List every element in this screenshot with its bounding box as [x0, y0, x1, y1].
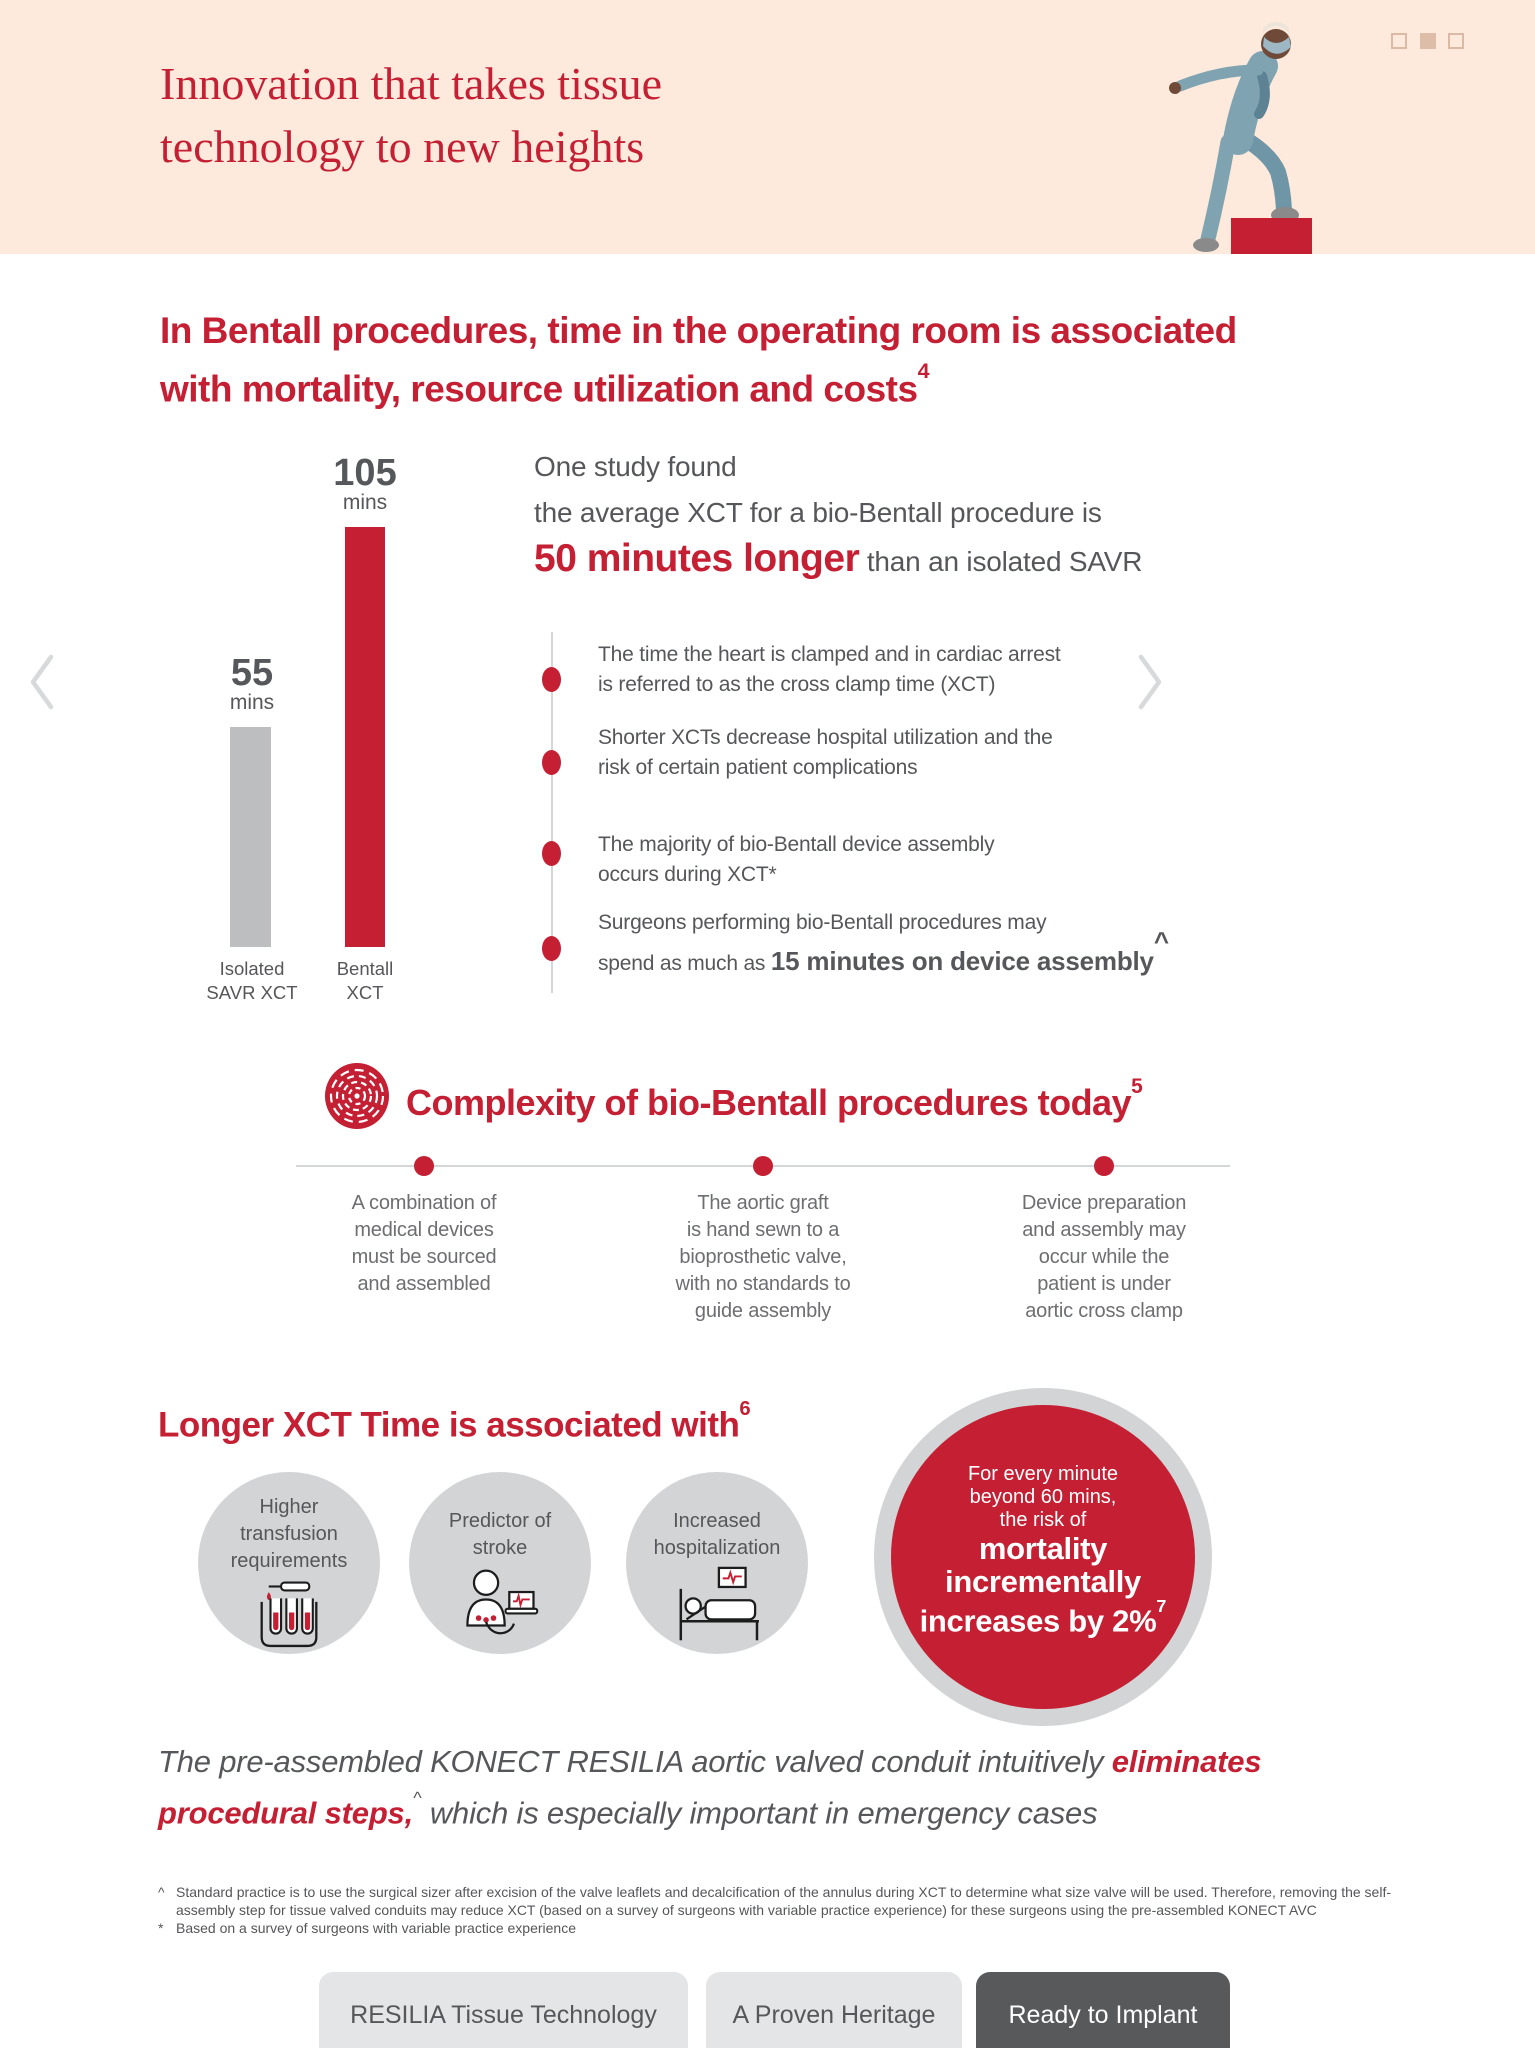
tab-label: A Proven Heritage	[732, 2000, 936, 2029]
bullet-item-3: The majority of bio-Bentall device assembly occurs during XCT*	[598, 833, 995, 886]
page-indicator-square-1[interactable]	[1391, 33, 1407, 49]
mortality-risk-circle: For every minute beyond 60 mins, the risk of mortality incrementally increases by 2%$^7$	[874, 1388, 1212, 1726]
red-step-block	[1231, 218, 1312, 254]
bullet-item-4: Surgeons performing bio-Bentall procedures may spend as much as 15 minutes on device assembly^	[598, 911, 1169, 976]
complexity-heading: Complexity of bio-Bentall procedures today$^5$	[406, 1074, 1143, 1123]
page-title-line2: technology to new heights	[160, 121, 645, 172]
section-heading-line2: with mortality, resource utilization and costs$^4$	[160, 359, 930, 410]
study-line1: One study found	[534, 451, 737, 482]
timeline-dot-1	[414, 1156, 434, 1176]
carousel-prev-button[interactable]	[24, 650, 60, 714]
study-line2: the average XCT for a bio-Bentall procedure is	[534, 497, 1102, 528]
bullet-dot-2	[542, 750, 561, 775]
bar-label-savr: Isolated SAVR XCT	[206, 958, 298, 1003]
bullet-item-2: Shorter XCTs decrease hospital utilization and the risk of certain patient complications	[598, 726, 1053, 779]
konect-statement: The pre-assembled KONECT RESILIA aortic valved conduit intuitively eliminates procedural steps,^ which is especially important in emergency cases	[158, 1744, 1262, 1831]
complexity-item-3: Device preparation and assembly may occur while the patient is under aortic cross clamp	[1021, 1192, 1187, 1322]
footnote-asterisk: * Based on a survey of surgeons with variable practice experience	[158, 1920, 576, 1936]
study-finding	[534, 444, 1142, 585]
bar-bentall	[345, 527, 385, 947]
complexity-item-1: A combination of medical devices must be sourced and assembled	[351, 1192, 497, 1295]
transfusion-icon	[249, 1579, 329, 1653]
bar-isolated-savr	[230, 727, 271, 947]
carousel-next-button[interactable]	[1132, 650, 1168, 714]
bar-value-bentall: 105 mins	[333, 452, 397, 514]
bullet-item-1: The time the heart is clamped and in cardiac arrest is referred to as the cross clamp time (XCT)	[598, 643, 1061, 696]
xct-heading: Longer XCT Time is associated with$^6$	[158, 1397, 751, 1445]
section-heading-line1: In Bentall procedures, time in the operating room is associated	[160, 310, 1237, 351]
tab-label: RESILIA Tissue Technology	[350, 2000, 657, 2029]
page-title-line1: Innovation that takes tissue	[160, 58, 663, 109]
tab-ready-to-implant[interactable]	[976, 1972, 1230, 2048]
bullet-dot-1	[542, 667, 561, 692]
timeline-dot-2	[753, 1156, 773, 1176]
tab-proven-heritage[interactable]	[706, 1972, 962, 2048]
factor-hospitalization: Increased hospitalization	[626, 1472, 808, 1654]
bullet-dot-3	[542, 841, 561, 866]
stroke-icon	[454, 1566, 546, 1646]
bar-value-savr: 55 mins	[229, 652, 275, 714]
section-heading-bentall	[160, 306, 1237, 414]
tab-label: Ready to Implant	[1008, 2000, 1198, 2029]
complexity-item-2: The aortic graft is hand sewn to a bioprosthetic valve, with no standards to guide assembly	[675, 1192, 851, 1322]
page-indicator-square-2[interactable]	[1420, 33, 1436, 49]
hospitalization-icon	[669, 1566, 765, 1646]
page-title	[160, 52, 662, 178]
bullet-dot-4	[542, 936, 561, 961]
footnote-caret: ^ Standard practice is to use the surgical sizer after excision of the valve leaflets and decalcification of the annulus during XCT to determine what size valve will be used. Therefore, removing the self-assembly step for tissue valved conduits may reduce XCT (based on a survey of surgeons with variable practice experience) for these surgeons using the pre-assembled KONECT AVC	[158, 1884, 1392, 1918]
tab-resilia-tissue-technology[interactable]	[319, 1972, 688, 2048]
maze-icon	[324, 1062, 390, 1130]
chevron-right-icon	[1141, 657, 1159, 707]
factor-stroke: Predictor of stroke	[409, 1472, 591, 1654]
factor-transfusion: Higher transfusion requirements	[198, 1472, 380, 1654]
study-line3: 50 minutes longer than an isolated SAVR	[534, 537, 1143, 580]
bar-label-bentall: Bentall XCT	[336, 958, 394, 1003]
timeline-dot-3	[1094, 1156, 1114, 1176]
header-band	[0, 0, 1535, 254]
page-indicator-square-3[interactable]	[1448, 33, 1464, 49]
chevron-left-icon	[33, 657, 51, 707]
